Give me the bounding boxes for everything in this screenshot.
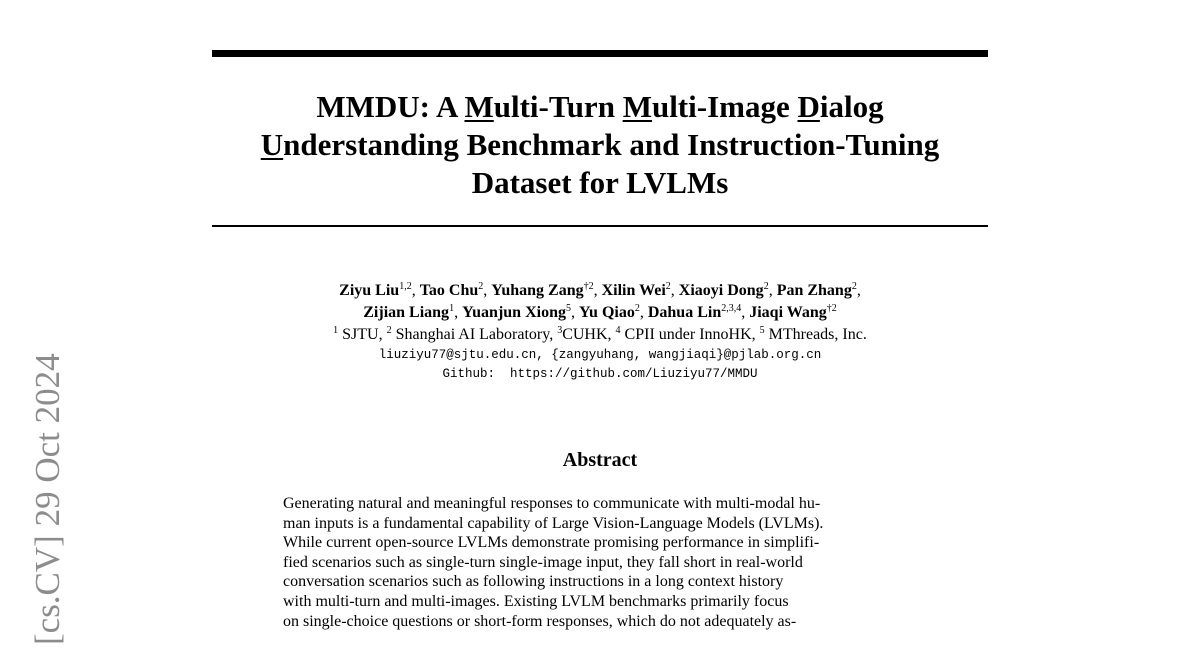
- author-affiliation-mark: 1: [449, 303, 455, 314]
- author-name: Yuanjun Xiong: [462, 304, 566, 321]
- author-name: Xilin Wei: [601, 282, 666, 299]
- author-separator: ,: [768, 282, 777, 299]
- affiliations: [212, 324, 988, 346]
- author-name: Yuhang Zang: [491, 282, 584, 299]
- affiliation-number: 2: [386, 325, 392, 336]
- github-link[interactable]: Github: https://github.com/Liuziyu77/MMDU: [442, 367, 758, 381]
- affiliation-name: SJTU,: [338, 326, 387, 343]
- author-separator: ,: [639, 304, 648, 321]
- title-top-rule: [212, 50, 988, 57]
- author-affiliation-mark: 1,2: [399, 281, 412, 292]
- title-line-1: MMDU: A Multi-Turn Multi-Image Dialog: [316, 89, 884, 124]
- title-line-3: Dataset for LVLMs: [471, 165, 729, 200]
- abstract-heading: Abstract: [562, 449, 638, 471]
- author-affiliation-mark: 2,3,4: [721, 303, 742, 314]
- author-affiliation-mark: 2: [851, 281, 857, 292]
- author-name: Tao Chu: [419, 282, 479, 299]
- author-block: [212, 280, 988, 384]
- author-separator: ,: [570, 304, 579, 321]
- author-affiliation-mark: 2: [665, 281, 671, 292]
- author-affiliation-mark: 2: [478, 281, 484, 292]
- affiliation-name: MThreads, Inc.: [764, 326, 867, 343]
- title-bottom-rule: [212, 225, 988, 227]
- author-separator: ,: [741, 304, 750, 321]
- author-affiliation-mark: 2: [763, 281, 769, 292]
- affiliation-name: CUHK,: [562, 326, 616, 343]
- author-name: Ziyu Liu: [339, 282, 400, 299]
- author-name: Yu Qiao: [578, 304, 635, 321]
- affiliation-number: 3: [557, 325, 563, 336]
- author-emails: liuziyu77@sjtu.edu.cn, {zangyuhang, wangjiaqi}@pjlab.org.cn: [378, 348, 822, 362]
- arxiv-identifier-stamp: [cs.CV] 29 Oct 2024: [28, 353, 67, 645]
- author-separator: ,: [593, 282, 602, 299]
- author-affiliation-mark: 2: [634, 303, 640, 314]
- author-separator: ,: [670, 282, 679, 299]
- abstract-line: fied scenarios such as single-turn single-image input, they fall short in real-world: [283, 553, 803, 571]
- affiliation-name: Shanghai AI Laboratory,: [391, 326, 558, 343]
- author-name: Xiaoyi Dong: [678, 282, 764, 299]
- affiliation-number: 4: [615, 325, 621, 336]
- author-separator: ,: [856, 282, 861, 299]
- author-affiliation-mark: †2: [826, 303, 837, 314]
- abstract-line: on single-choice questions or short-form responses, which do not adequately as-: [283, 612, 797, 630]
- author-affiliation-mark: 5: [565, 303, 571, 314]
- author-name: Zijian Liang: [363, 304, 450, 321]
- title-line-2: Understanding Benchmark and Instruction-Tuning: [260, 127, 940, 162]
- affiliation-name: CPII under InnoHK,: [620, 326, 760, 343]
- abstract-line: Generating natural and meaningful responses to communicate with multi-modal hu-: [283, 495, 821, 512]
- abstract-line: While current open-source LVLMs demonstrate promising performance in simplifi-: [283, 534, 820, 552]
- author-list-line-2: [212, 302, 988, 324]
- author-name: Dahua Lin: [647, 304, 722, 321]
- paper-title: [212, 88, 988, 202]
- abstract-line: man inputs is a fundamental capability of Large Vision-Language Models (LVLMs).: [283, 514, 824, 532]
- abstract-text: [283, 494, 923, 631]
- author-affiliation-mark: †2: [583, 281, 594, 292]
- author-separator: ,: [483, 282, 492, 299]
- affiliation-number: 5: [759, 325, 765, 336]
- author-list-line-1: [212, 280, 988, 302]
- abstract-line: conversation scenarios such as following instructions in a long context history: [283, 573, 784, 591]
- author-name: Pan Zhang: [776, 282, 852, 299]
- author-separator: ,: [454, 304, 463, 321]
- abstract-line: with multi-turn and multi-images. Existing LVLM benchmarks primarily focus: [283, 592, 789, 610]
- author-separator: ,: [411, 282, 420, 299]
- affiliation-number: 1: [333, 325, 339, 336]
- author-name: Jiaqi Wang: [749, 304, 827, 321]
